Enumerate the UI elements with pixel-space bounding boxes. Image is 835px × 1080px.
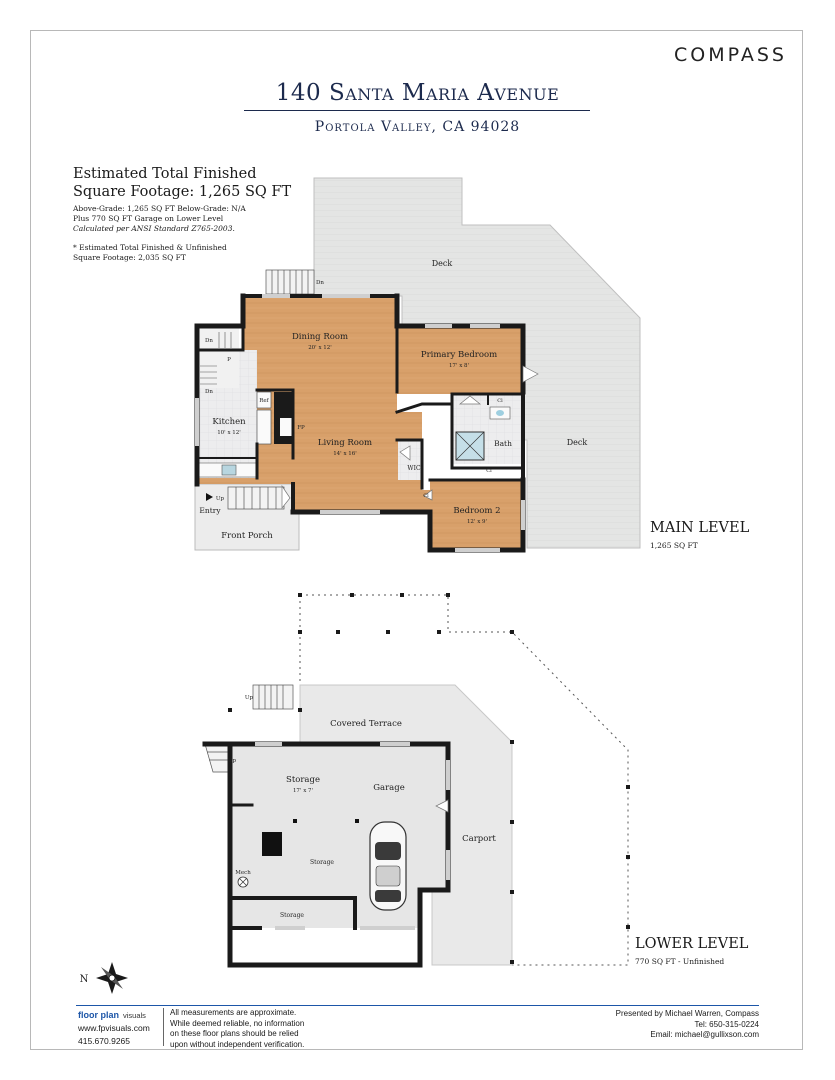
footer-divider [163, 1008, 164, 1046]
label-up-lower1: Up [244, 695, 254, 701]
sqft-detail3: Calculated per ANSI Standard Z765-2003. [73, 224, 235, 233]
room-storage-low: Storage [280, 912, 304, 919]
sqft-line2: Square Footage: 1,265 SQ FT [73, 184, 292, 200]
column [293, 819, 297, 823]
room-bedroom2-dim: 12' x 9' [466, 519, 488, 525]
room-primary-dim: 17' x 8' [448, 363, 470, 369]
footer-agent [616, 1009, 759, 1041]
stove-icon [257, 410, 271, 444]
room-living: Living Room [317, 438, 373, 448]
label-ref: Ref [259, 398, 269, 404]
room-deck-right: Deck [566, 438, 588, 447]
room-dining-dim: 20' x 12' [308, 345, 332, 351]
room-carport: Carport [462, 834, 496, 844]
sqft-note2: Square Footage: 2,035 SQ FT [73, 253, 186, 262]
label-mech: Mech [235, 870, 251, 876]
room-storage-mid: Storage [310, 859, 334, 866]
car-icon [370, 822, 406, 910]
main-level-label: MAIN LEVEL [650, 520, 750, 536]
label-dn3: Dn [316, 280, 324, 286]
compass-label: N [79, 974, 89, 985]
footer-rule [76, 1005, 759, 1006]
room-entry: Entry [199, 506, 221, 515]
kitchen-sink-icon [222, 465, 236, 475]
room-bedroom2: Bedroom 2 [453, 506, 501, 516]
main-level-plan [195, 178, 640, 550]
lower-level-plan [205, 593, 630, 965]
label-dn2: Dn [205, 389, 213, 395]
label-fp: FP [297, 425, 305, 431]
room-primary: Primary Bedroom [420, 350, 498, 360]
disclaimer-line2: While deemed reliable, no information [170, 1018, 305, 1028]
label-dn1: Dn [205, 338, 213, 344]
lower-level-sqft: 770 SQ FT - Unfinished [635, 957, 725, 966]
room-deck-top: Deck [431, 259, 453, 268]
room-living-dim: 14' x 16' [333, 451, 357, 457]
label-cl3: Cl [423, 493, 429, 499]
wic-floor [398, 440, 423, 480]
lower-stairs [253, 685, 293, 709]
sqft-detail2: Plus 770 SQ FT Garage on Lower Level [73, 214, 224, 223]
disclaimer-line3: on these floor plans should be relied [170, 1029, 299, 1038]
room-kitchen-dim: 10' x 12' [217, 430, 241, 436]
lower-side-stairs [205, 744, 230, 772]
room-kitchen: Kitchen [212, 417, 246, 427]
room-covered-terrace: Covered Terrace [330, 719, 402, 729]
property-subtitle: Portola Valley, CA 94028 [314, 119, 521, 135]
room-storage-main: Storage [286, 775, 320, 785]
property-title: 140 Santa Maria Avenue [275, 80, 560, 106]
room-front-porch: Front Porch [221, 531, 273, 541]
disclaimer-line4: upon without independent verification. [170, 1039, 305, 1049]
label-up-lower2: Up [227, 758, 237, 764]
room-bath: Bath [494, 439, 512, 448]
agent-presented: Presented by Michael Warren, Compass [615, 1009, 759, 1018]
sink-icon [496, 410, 504, 416]
stair-landing-floor [197, 328, 239, 388]
fireplace-hearth [280, 418, 292, 436]
north-compass-icon [96, 962, 128, 994]
lower-level-label: LOWER LEVEL [635, 936, 749, 952]
agent-email[interactable]: Email: michael@gullixson.com [650, 1030, 759, 1039]
room-garage: Garage [373, 783, 405, 793]
agent-tel: Tel: 650-315-0224 [694, 1019, 759, 1029]
label-cl2: Cl [486, 468, 492, 474]
main-level-sqft: 1,265 SQ FT [650, 541, 698, 550]
company-logo: floor plan visuals [78, 1010, 146, 1020]
room-wic: WIC [407, 465, 421, 472]
brand-logo: COMPASS [674, 44, 787, 66]
chimney-base [262, 832, 282, 856]
company-website[interactable]: www.fpvisuals.com [78, 1023, 150, 1033]
deck-stairs [266, 270, 314, 294]
entry-stairs [228, 487, 284, 509]
label-up-entry: Up [215, 496, 225, 502]
sqft-note1: * Estimated Total Finished & Unfinished [73, 243, 227, 252]
room-storage-dim: 17' x 7' [292, 788, 314, 794]
label-pantry: P [227, 357, 231, 363]
sqft-detail1: Above-Grade: 1,265 SQ FT Below-Grade: N/A [73, 204, 246, 213]
sqft-line1: Estimated Total Finished [73, 166, 257, 182]
room-dining: Dining Room [291, 332, 349, 342]
primary-bedroom-floor [397, 328, 523, 394]
footer-disclaimer [170, 1008, 340, 1050]
footer-company [78, 1009, 150, 1048]
disclaimer-line1: All measurements are approximate. [170, 1008, 297, 1017]
company-phone: 415.670.9265 [78, 1036, 130, 1046]
column2 [355, 819, 359, 823]
label-cl1: Cl [497, 398, 503, 404]
